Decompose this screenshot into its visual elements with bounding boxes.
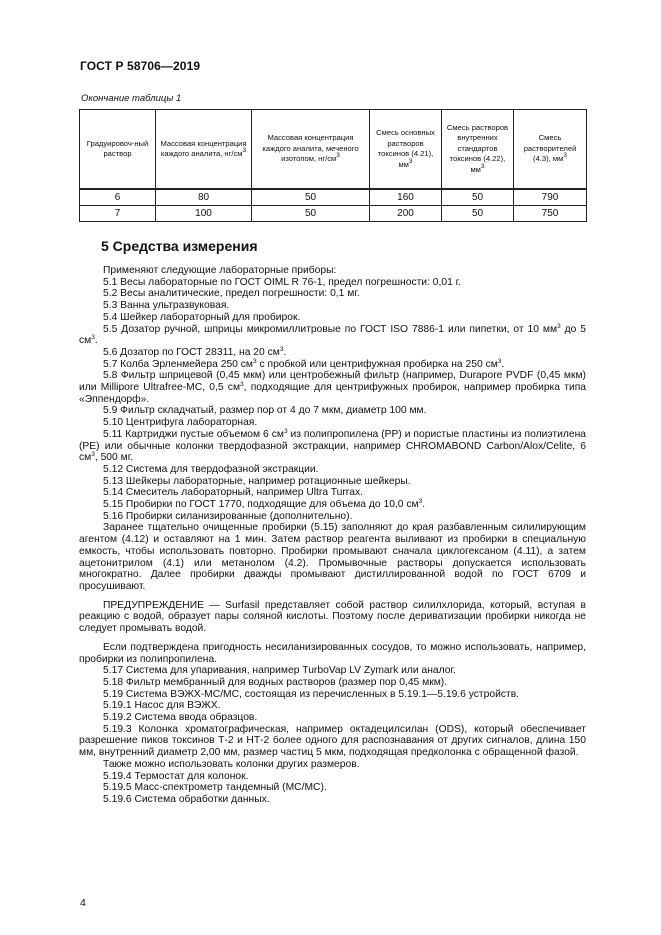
table-cell: 7	[80, 206, 156, 222]
text-run: , 500 мг.	[94, 452, 134, 464]
text-run: 5.16 Пробирки силанизированные (дополнительно).	[103, 510, 353, 522]
table-header-cell: Массовая концентрация каждого аналита, $нг/см^3$	[156, 110, 252, 190]
table-header-cell: Смесь растворителей (4.3), $мм^3$	[514, 110, 587, 190]
paragraph	[79, 324, 586, 347]
paragraph	[79, 759, 586, 771]
paragraph	[79, 370, 586, 405]
paragraph	[79, 347, 586, 359]
superscript: 3	[253, 357, 257, 365]
table-caption: Окончание таблицы 1	[81, 93, 182, 104]
text-run: 5.7 Колба Эрленмейера 250 см	[103, 358, 253, 370]
table-cell: 50	[442, 189, 514, 206]
text-run: 5.2 Весы аналитические, предел погрешности: 0,1 мг.	[103, 288, 360, 300]
text-run: .	[94, 335, 98, 347]
superscript: 3	[497, 357, 502, 365]
data-table	[79, 109, 587, 222]
text-run: 5.19.5 Масс-спектрометр тандемный (МС/МС).	[103, 782, 327, 794]
table-cell: 6	[80, 189, 156, 206]
paragraph	[79, 487, 586, 499]
paragraph	[79, 499, 586, 511]
text-run: до 5 см	[79, 323, 586, 347]
text-run: 5.19.6 Система обработки данных.	[103, 793, 270, 805]
paragraph	[79, 476, 586, 488]
paragraph	[79, 600, 586, 635]
table-cell: 50	[252, 189, 370, 206]
text-run: Применяют следующие лабораторные приборы:	[103, 265, 337, 276]
paragraph	[79, 359, 586, 371]
paragraph	[79, 300, 586, 312]
paragraph	[79, 724, 586, 759]
text-run: 5.8 Фильтр шприцевой (0,45 мкм) или центробежный фильтр (например, Durapore PVDF (0,45 мкм) или Millipore Ultrafree-MC, 0,5 см	[79, 370, 586, 394]
paragraph	[79, 417, 586, 429]
table-cell: 100	[156, 206, 252, 222]
paragraph	[79, 700, 586, 712]
paragraph	[79, 642, 586, 665]
paragraph	[79, 771, 586, 783]
page-number: 4	[80, 897, 86, 909]
text-run: 5.13 Шейкеры лабораторные, например ротационные шейкеры.	[103, 475, 411, 487]
table-header-cell: Смесь основных растворов токсинов (4.21), $мм^3$	[370, 110, 442, 190]
section-body	[79, 265, 586, 806]
text-run: из полипропилена (PP) и пористые пластины из полиэтилена (PE) или обычные колонки твердофазной экстракции, например CHROMABOND Carbon/Alox/Celite, 6 см	[79, 428, 586, 464]
text-run: 5.19.2 Система ввода образцов.	[103, 712, 258, 724]
paragraph	[79, 429, 586, 464]
table-cell: 80	[156, 189, 252, 206]
paragraph	[79, 522, 586, 592]
table-cell: 790	[514, 189, 587, 206]
paragraph	[79, 288, 586, 300]
paragraph	[79, 782, 586, 794]
table-row	[80, 189, 587, 206]
text-run: 5.19.4 Термостат для колонок.	[103, 770, 249, 782]
text-run: 5.18 Фильтр мембранный для водных растворов (размер пор 0,45 мкм).	[103, 676, 448, 688]
text-run: 5.15 Пробирки по ГОСТ 1770, подходящие для объема до 10,0 см	[103, 499, 419, 511]
superscript: 3	[279, 345, 284, 353]
text-run: , подходящие для центрифужных пробирок, например пробирка типа «Эппендорф».	[79, 382, 586, 405]
table-row	[80, 206, 587, 222]
text-run: 5.1 Весы лабораторные по ГОСТ OIML R 76-1, предел погрешности: 0,01 г.	[103, 276, 462, 288]
text-run: 5.3 Ванна ультразвуковая.	[103, 300, 230, 312]
paragraph	[79, 794, 586, 806]
paragraph	[79, 511, 586, 523]
text-run: 5.19.1 Насос для ВЭЖХ.	[103, 700, 221, 712]
text-run: с пробкой или центрифужная пробирка на 250 см	[256, 358, 498, 370]
text-run: .	[501, 358, 505, 370]
superscript: 3	[91, 334, 95, 342]
superscript: 3	[283, 427, 288, 435]
paragraph	[79, 277, 586, 289]
paragraph	[79, 312, 586, 324]
table-header-cell: Градуировоч-ный раствор	[80, 110, 156, 190]
text-run: 5.14 Смеситель лабораторный, например Ultra Turrax.	[103, 487, 363, 499]
section-title: 5 Средства измерения	[101, 238, 258, 254]
paragraph	[79, 464, 586, 476]
paragraph	[79, 677, 586, 689]
table-header-row	[80, 110, 587, 190]
text-run: 5.6 Дозатор по ГОСТ 28311, на 20 см	[103, 346, 280, 358]
paragraph	[79, 689, 586, 701]
superscript: 3	[418, 498, 423, 506]
superscript: 3	[240, 381, 244, 389]
text-run: 5.5 Дозатор ручной, шприцы микромиллитровые по ГОСТ ISO 7886-1 или пипетки, от 10 мм	[103, 323, 558, 335]
superscript: 3	[557, 322, 561, 330]
text-run: Если подтверждена пригодность несиланизированных сосудов, то можно использовать, например, пробирки из полипропилена.	[79, 641, 586, 665]
text-run: 5.9 Фильтр складчатый, размер пор от 4 до 7 мкм, диаметр 100 мм.	[103, 405, 427, 417]
table-cell: 750	[514, 206, 587, 222]
text-run: 5.19 Система ВЭЖХ-МС/МС, состоящая из перечисленных в 5.19.1—5.19.6 устройств.	[103, 688, 520, 700]
text-run: 5.12 Система для твердофазной экстракции.	[103, 463, 319, 475]
text-run: 5.11 Картриджи пустые объемом 6 см	[103, 428, 284, 440]
table-header-cell: Массовая концентрация каждого аналита, меченого изотопом, $нг/см^3$	[252, 110, 370, 190]
text-run: 5.17 Система для упаривания, например TurboVap LV Zymark или аналог.	[103, 665, 456, 677]
table-cell: 50	[442, 206, 514, 222]
table-cell: 200	[370, 206, 442, 222]
text-run: ПРЕДУПРЕЖДЕНИЕ — Surfasil представляет собой раствор силилхлорида, который, вступая в реакцию с водой, образует пары соляной кислоты. Поэтому после дериватизации пробирки никогда не следует промывать водой.	[79, 599, 586, 635]
text-run: .	[283, 346, 287, 358]
table-header-cell: Смесь растворов внутренних стандартов токсинов (4.22), $мм^3$	[442, 110, 514, 190]
text-run: Также можно использовать колонки других размеров.	[103, 758, 360, 770]
text-run: 5.4 Шейкер лабораторный для пробирок.	[103, 311, 301, 323]
text-run: Заранее тщательно очищенные пробирки (5.15) заполняют до края разбавленным силилирующим агентом (4.12) и оставляют на 1 мин. Затем раствор реагента выливают из пробирки в специальную емкость, чтобы использовать повторно. Пробирки промывают сначала циклогексаном (4.11), а затем ацетонитрилом (4.1) или метанолом (4.2). Промывочные растворы допускается использовать многократно. Далее пробирки дважды промывают дистиллированной водой по ГОСТ 6709 и просушивают.	[79, 522, 586, 592]
table-cell: 50	[252, 206, 370, 222]
text-run: 5.10 Центрифуга лабораторная.	[103, 417, 258, 429]
paragraph	[79, 265, 586, 277]
document-header: ГОСТ Р 58706—2019	[80, 59, 201, 73]
paragraph	[79, 712, 586, 724]
paragraph	[79, 665, 586, 677]
paragraph	[79, 405, 586, 417]
superscript: 3	[91, 451, 95, 459]
text-run: .	[422, 499, 426, 511]
text-run: 5.19.3 Колонка хроматографическая, например октадецилсилан (ODS), который обеспечивает разрешение пиков токсинов Т-2 и НТ-2 более одного для распознавания от других сигналов, длина 150 мм, внутренний диаметр 2,00 мм, размер частиц 5 мкм, подходящая предколонка с обращенной фазой.	[79, 723, 586, 759]
table-cell: 160	[370, 189, 442, 206]
